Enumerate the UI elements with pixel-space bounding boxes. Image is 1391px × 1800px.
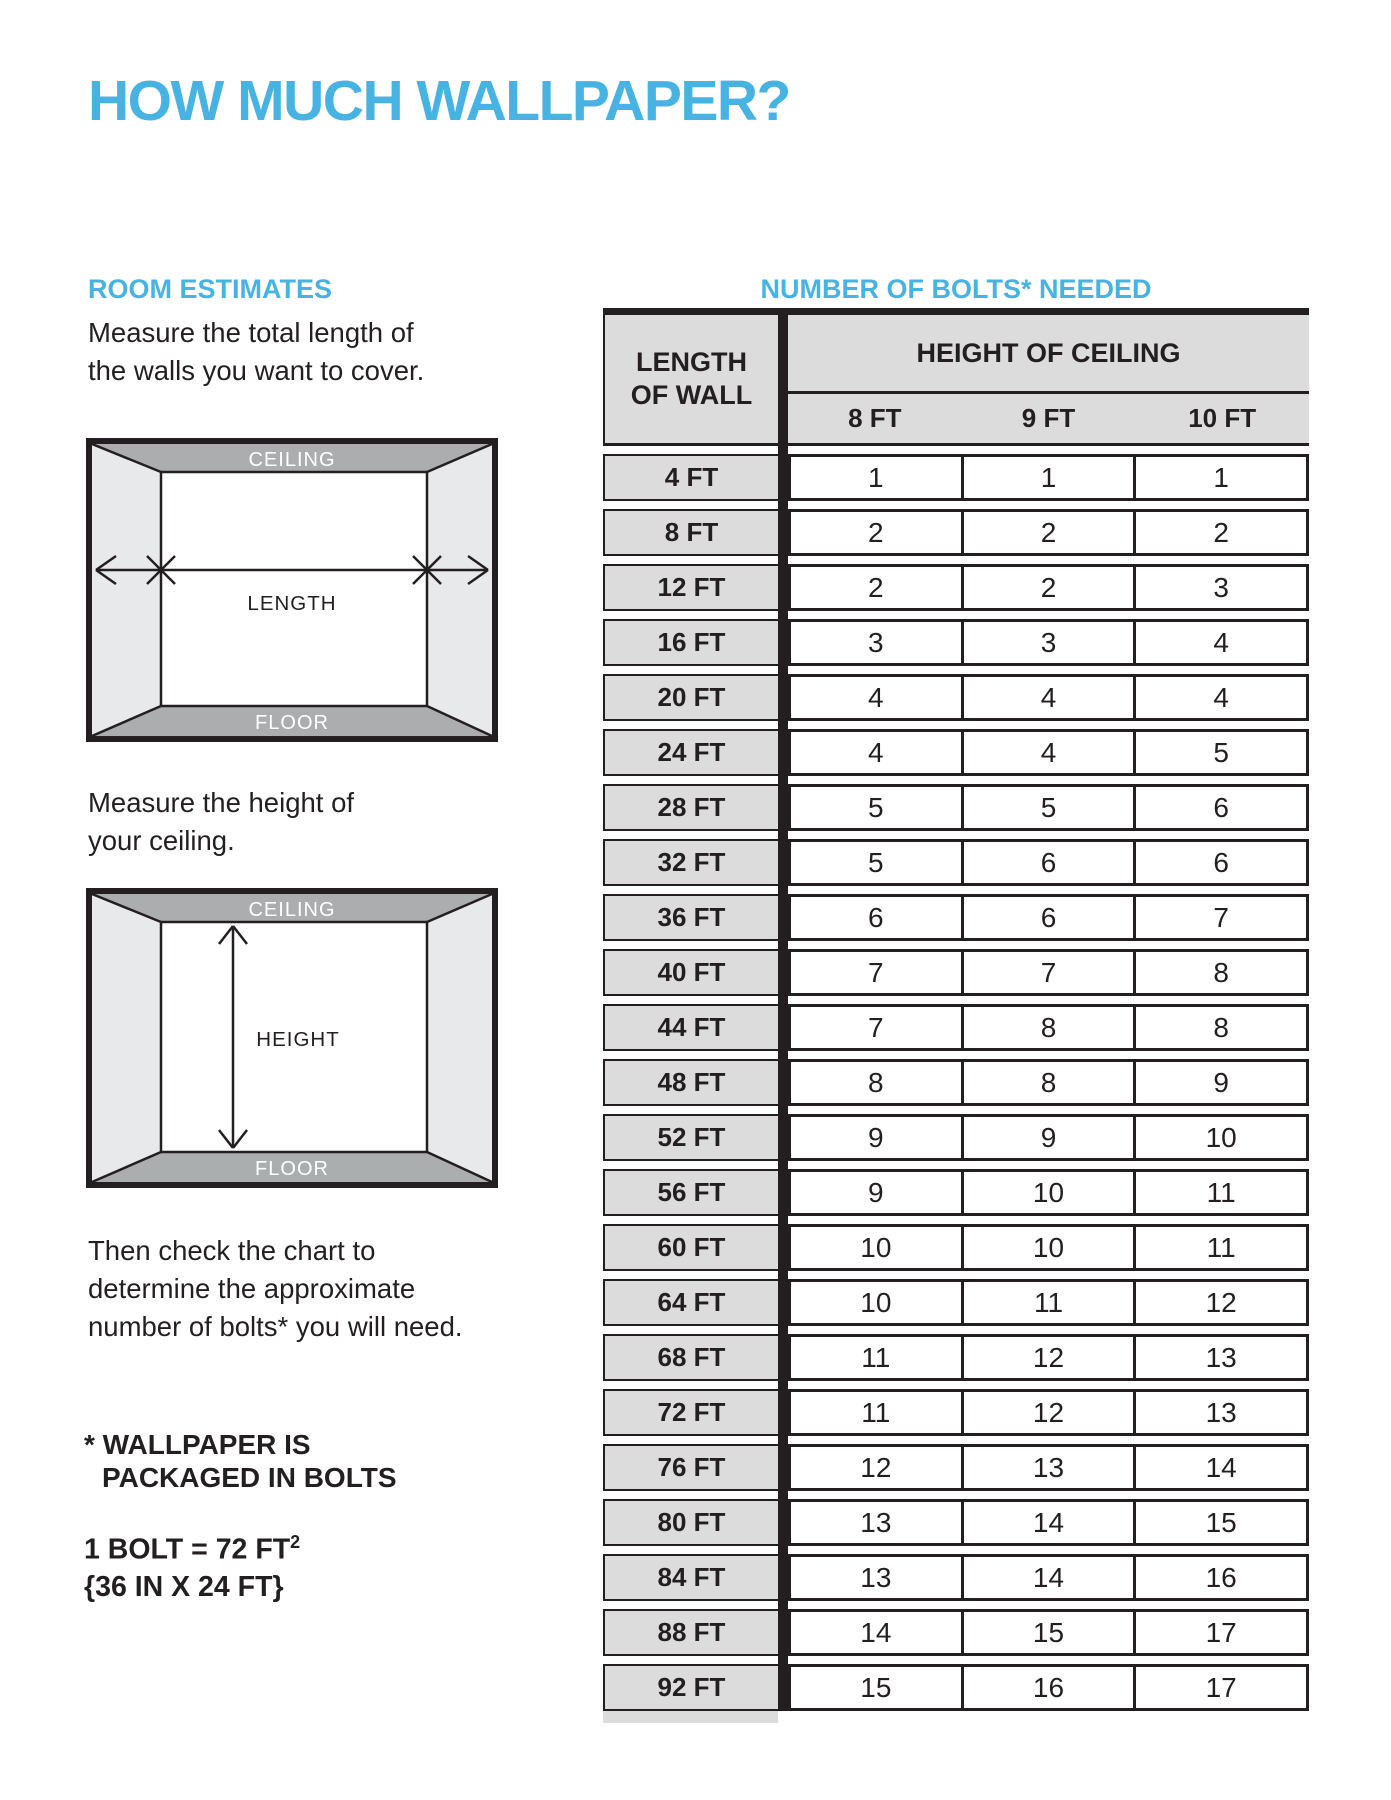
- table-row: [603, 1554, 1309, 1601]
- bolt-values-row: [788, 1444, 1309, 1491]
- table-row: [603, 784, 1309, 831]
- wall-length-cell: 48 FT: [603, 1059, 778, 1106]
- table-row: [603, 1444, 1309, 1491]
- bolt-count-cell: 7: [868, 1011, 884, 1043]
- instruction-height-line1: Measure the height of: [88, 787, 355, 818]
- bolt-values-row: [788, 1114, 1309, 1161]
- bolt-values-row: [788, 1224, 1309, 1271]
- instruction-length-line2: the walls you want to cover.: [88, 355, 425, 386]
- instruction-length-line1: Measure the total length of: [88, 317, 414, 348]
- bolt-values-row: [788, 509, 1309, 556]
- bolt-count-cell: 10: [961, 1172, 1134, 1213]
- instruction-chart-line3: number of bolts* you will need.: [88, 1311, 463, 1342]
- bolt-count-cell: 17: [1133, 1612, 1306, 1653]
- bolts-table: [603, 308, 1309, 1728]
- wall-length-cell: 36 FT: [603, 894, 778, 941]
- right-wall: [427, 444, 492, 736]
- table-row: [603, 674, 1309, 721]
- col-header-8ft: 8 FT: [848, 403, 902, 433]
- instruction-height: [88, 784, 354, 860]
- bolt-count-cell: 1: [1133, 457, 1306, 498]
- instruction-chart: [88, 1232, 463, 1346]
- bolt-values-row: [788, 1004, 1309, 1051]
- table-row: [603, 894, 1309, 941]
- left-wall: [92, 894, 161, 1182]
- wall-length-cell: 64 FT: [603, 1279, 778, 1326]
- wall-length-cell: 56 FT: [603, 1169, 778, 1216]
- bolt-size-note: [84, 1524, 300, 1606]
- table-body: [603, 446, 1309, 1711]
- bolt-values-row: [788, 564, 1309, 611]
- bolt-count-cell: 7: [961, 952, 1134, 993]
- height-label: HEIGHT: [256, 1028, 340, 1051]
- bolt-count-cell: 11: [1133, 1172, 1306, 1213]
- ceiling-label: CEILING: [248, 449, 336, 471]
- bolt-count-cell: 4: [961, 732, 1134, 773]
- bolt-count-cell: 13: [860, 1561, 892, 1593]
- bolt-count-cell: 8: [961, 1062, 1134, 1103]
- wall-length-cell: 12 FT: [603, 564, 778, 611]
- bolt-count-cell: 14: [961, 1502, 1134, 1543]
- bolts-needed-heading: NUMBER OF BOLTS* NEEDED: [760, 274, 1152, 304]
- bolt-values-row: [788, 1389, 1309, 1436]
- bolt-count-cell: 8: [1133, 952, 1306, 993]
- bolt-count-cell: 5: [1133, 732, 1306, 773]
- table-row: [603, 454, 1309, 501]
- table-row: [603, 1279, 1309, 1326]
- bolt-count-cell: 8: [961, 1007, 1134, 1048]
- bolt-count-cell: 7: [868, 956, 884, 988]
- bolt-count-cell: 2: [868, 516, 884, 548]
- bolt-count-cell: 8: [1133, 1007, 1306, 1048]
- bolt-count-cell: 13: [1133, 1392, 1306, 1433]
- bolt-count-cell: 4: [961, 677, 1134, 718]
- bolt-count-cell: 4: [1133, 622, 1306, 663]
- bolt-count-cell: 8: [868, 1066, 884, 1098]
- wall-length-cell: 92 FT: [603, 1664, 778, 1711]
- floor-label: FLOOR: [255, 1158, 329, 1180]
- bolt-values-row: [788, 1169, 1309, 1216]
- table-row: [603, 1389, 1309, 1436]
- length-of-wall-header-line1: LENGTH: [636, 347, 747, 377]
- bolt-count-cell: 3: [1133, 567, 1306, 608]
- length-of-wall-header: [603, 315, 778, 446]
- table-row: [603, 839, 1309, 886]
- table-row: [603, 1059, 1309, 1106]
- page-title: HOW MUCH WALLPAPER?: [88, 69, 790, 133]
- wall-length-cell: 8 FT: [603, 509, 778, 556]
- bolt-count-cell: 15: [961, 1612, 1134, 1653]
- instruction-length: [88, 314, 424, 390]
- wall-length-cell: 88 FT: [603, 1609, 778, 1656]
- bolt-count-cell: 2: [961, 512, 1134, 553]
- bolt-values-row: [788, 1609, 1309, 1656]
- room-estimates-heading: ROOM ESTIMATES: [88, 274, 333, 304]
- bolt-values-row: [788, 674, 1309, 721]
- bolt-count-cell: 13: [860, 1506, 892, 1538]
- table-row: [603, 1004, 1309, 1051]
- bolt-values-row: [788, 949, 1309, 996]
- bolt-count-cell: 10: [860, 1286, 892, 1318]
- bolt-values-row: [788, 894, 1309, 941]
- bolt-equation: [84, 1524, 300, 1569]
- bolt-count-cell: 5: [868, 846, 884, 878]
- height-of-ceiling-header: HEIGHT OF CEILING: [788, 315, 1309, 394]
- bolt-equation-text: 1 BOLT = 72 FT: [84, 1533, 291, 1566]
- room-height-diagram: [86, 888, 498, 1188]
- back-wall: [161, 472, 427, 706]
- ceiling-height-subheaders: [788, 394, 1309, 446]
- bolt-count-cell: 9: [961, 1117, 1134, 1158]
- bolt-count-cell: 12: [961, 1392, 1134, 1433]
- instruction-chart-line2: determine the approximate: [88, 1273, 416, 1304]
- table-row: [603, 1114, 1309, 1161]
- wall-length-cell: 40 FT: [603, 949, 778, 996]
- bolt-count-cell: 1: [961, 457, 1134, 498]
- wall-length-cell: 68 FT: [603, 1334, 778, 1381]
- table-row: [603, 1334, 1309, 1381]
- col-header-9ft: 9 FT: [1021, 403, 1076, 433]
- wall-length-cell: 20 FT: [603, 674, 778, 721]
- bolt-values-row: [788, 454, 1309, 501]
- table-bottom-strip: [603, 1711, 778, 1723]
- bolt-count-cell: 6: [1133, 842, 1306, 883]
- bolt-count-cell: 9: [1133, 1062, 1306, 1103]
- bolt-values-row: [788, 1664, 1309, 1711]
- bolt-count-cell: 5: [961, 787, 1134, 828]
- table-row: [603, 1499, 1309, 1546]
- bolt-count-cell: 6: [868, 901, 884, 933]
- bolt-count-cell: 3: [961, 622, 1134, 663]
- wallpaper-footnote-line2: PACKAGED IN BOLTS: [102, 1462, 397, 1493]
- bolt-count-cell: 6: [1133, 787, 1306, 828]
- instruction-chart-line1: Then check the chart to: [88, 1235, 376, 1266]
- bolt-count-cell: 1: [868, 461, 884, 493]
- wall-length-cell: 4 FT: [603, 454, 778, 501]
- wall-length-cell: 84 FT: [603, 1554, 778, 1601]
- bolt-count-cell: 2: [868, 571, 884, 603]
- bolt-count-cell: 3: [868, 626, 884, 658]
- bolt-values-row: [788, 729, 1309, 776]
- bolt-count-cell: 11: [861, 1341, 891, 1373]
- bolt-values-row: [788, 1499, 1309, 1546]
- bolt-count-cell: 4: [1133, 677, 1306, 718]
- bolt-equation-sup: 2: [290, 1532, 301, 1552]
- bolt-count-cell: 12: [1133, 1282, 1306, 1323]
- ceiling-label: CEILING: [248, 899, 336, 921]
- wall-length-cell: 72 FT: [603, 1389, 778, 1436]
- bolt-count-cell: 13: [1133, 1337, 1306, 1378]
- table-row: [603, 1224, 1309, 1271]
- table-row: [603, 1169, 1309, 1216]
- table-top-border: [603, 308, 1309, 315]
- wall-length-cell: 76 FT: [603, 1444, 778, 1491]
- bolt-dimensions: {36 IN X 24 FT}: [84, 1570, 284, 1603]
- bolt-values-row: [788, 839, 1309, 886]
- wall-length-cell: 52 FT: [603, 1114, 778, 1161]
- table-row: [603, 1664, 1309, 1711]
- bolt-count-cell: 12: [961, 1337, 1134, 1378]
- bolt-count-cell: 9: [868, 1176, 884, 1208]
- bolt-count-cell: 5: [868, 791, 884, 823]
- bolt-count-cell: 11: [1133, 1227, 1306, 1268]
- bolt-count-cell: 10: [961, 1227, 1134, 1268]
- bolt-values-row: [788, 784, 1309, 831]
- wallpaper-footnote: [84, 1428, 397, 1494]
- bolt-values-row: [788, 1279, 1309, 1326]
- bolt-count-cell: 17: [1133, 1667, 1306, 1708]
- bolt-count-cell: 14: [961, 1557, 1134, 1598]
- wall-length-cell: 16 FT: [603, 619, 778, 666]
- wall-length-cell: 80 FT: [603, 1499, 778, 1546]
- table-row: [603, 949, 1309, 996]
- bolt-values-row: [788, 1334, 1309, 1381]
- wall-length-cell: 60 FT: [603, 1224, 778, 1271]
- instruction-height-line2: your ceiling.: [88, 825, 235, 856]
- length-label: LENGTH: [247, 592, 337, 615]
- wall-length-cell: 24 FT: [603, 729, 778, 776]
- bolt-count-cell: 16: [1133, 1557, 1306, 1598]
- right-wall: [427, 894, 492, 1182]
- bolt-count-cell: 10: [1133, 1117, 1306, 1158]
- wall-length-cell: 32 FT: [603, 839, 778, 886]
- room-length-diagram: [86, 438, 498, 742]
- table-row: [603, 564, 1309, 611]
- bolt-count-cell: 14: [1133, 1447, 1306, 1488]
- bolt-count-cell: 16: [961, 1667, 1134, 1708]
- left-wall: [92, 444, 161, 736]
- table-row: [603, 1609, 1309, 1656]
- wallpaper-footnote-line1: * WALLPAPER IS: [84, 1429, 311, 1460]
- wall-length-cell: 28 FT: [603, 784, 778, 831]
- bolt-count-cell: 11: [961, 1282, 1134, 1323]
- table-row: [603, 619, 1309, 666]
- bolt-count-cell: 11: [861, 1396, 891, 1428]
- length-of-wall-header-line2: OF WALL: [630, 380, 753, 410]
- bolt-count-cell: 7: [1133, 897, 1306, 938]
- bolt-count-cell: 6: [961, 897, 1134, 938]
- bolt-count-cell: 2: [961, 567, 1134, 608]
- bolt-values-row: [788, 619, 1309, 666]
- bolt-count-cell: 6: [961, 842, 1134, 883]
- bolt-count-cell: 2: [1133, 512, 1306, 553]
- wall-length-cell: 44 FT: [603, 1004, 778, 1051]
- bolt-values-row: [788, 1554, 1309, 1601]
- bolt-count-cell: 13: [961, 1447, 1134, 1488]
- table-row: [603, 509, 1309, 556]
- bolt-count-cell: 9: [868, 1121, 884, 1153]
- bolt-count-cell: 15: [1133, 1502, 1306, 1543]
- col-header-10ft: 10 FT: [1188, 403, 1257, 433]
- floor-label: FLOOR: [255, 712, 329, 734]
- table-row: [603, 729, 1309, 776]
- bolt-count-cell: 10: [860, 1231, 892, 1263]
- bolt-values-row: [788, 1059, 1309, 1106]
- bolt-count-cell: 4: [868, 681, 884, 713]
- bolt-count-cell: 14: [860, 1616, 892, 1648]
- bolt-count-cell: 12: [860, 1451, 892, 1483]
- bolt-count-cell: 4: [868, 736, 884, 768]
- bolt-count-cell: 15: [860, 1671, 892, 1703]
